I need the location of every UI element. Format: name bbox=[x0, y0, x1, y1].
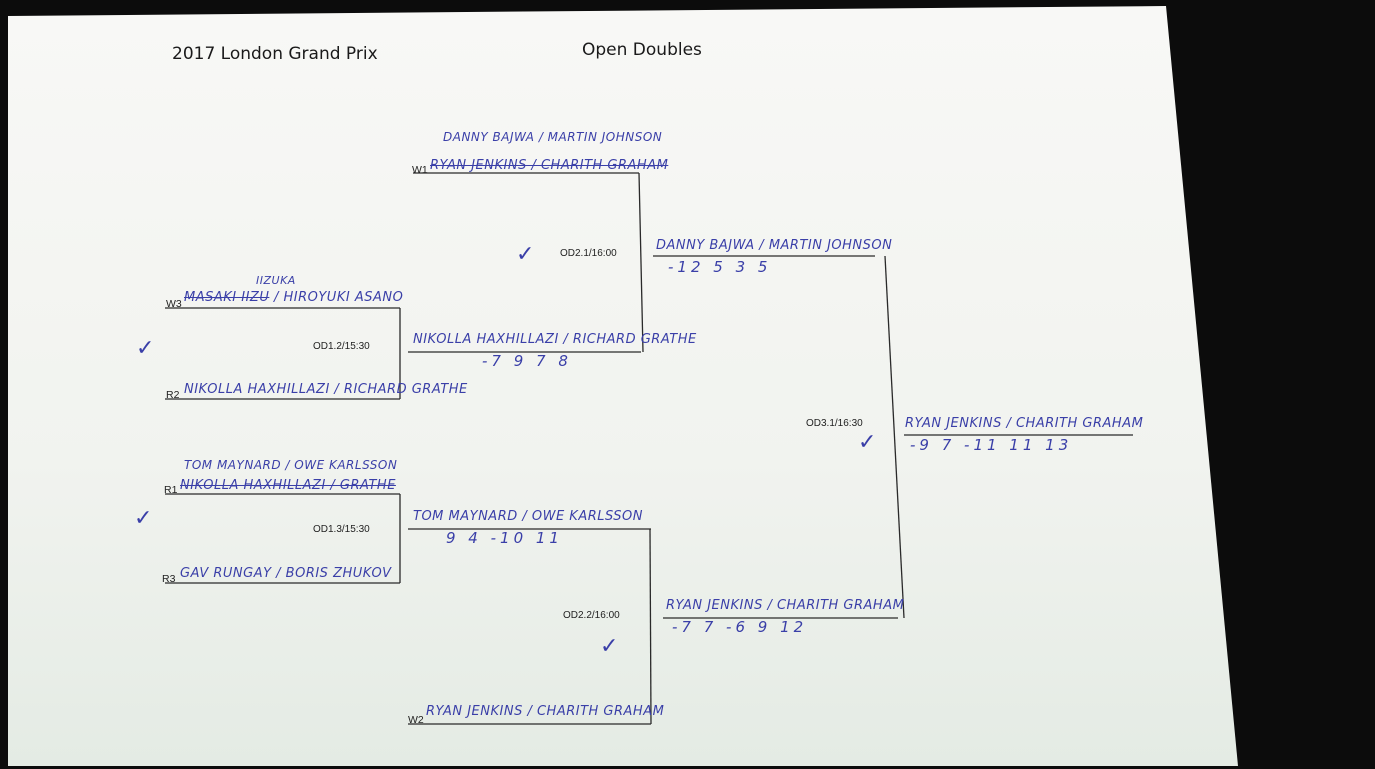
slot-r1: R1 bbox=[164, 484, 178, 496]
event-title: 2017 London Grand Prix bbox=[172, 44, 378, 64]
od1-3-score: 9 4 -10 11 bbox=[446, 529, 563, 547]
tick-od2-2-icon: ✓ bbox=[600, 634, 619, 659]
od1-2-winner: NIKOLLA HAXHILLAZI / RICHARD GRATHE bbox=[413, 332, 697, 347]
od3-1-winner: RYAN JENKINS / CHARITH GRAHAM bbox=[905, 416, 1144, 431]
slot-w1: W1 bbox=[412, 164, 428, 176]
w3-entry bbox=[184, 290, 403, 305]
slot-r3: R3 bbox=[162, 573, 176, 585]
od2-2-winner: RYAN JENKINS / CHARITH GRAHAM bbox=[666, 598, 905, 613]
r3-entry: GAV RUNGAY / BORIS ZHUKOV bbox=[180, 566, 392, 581]
tick-od2-1-icon: ✓ bbox=[516, 242, 535, 267]
match-od1-2: OD1.2/15:30 bbox=[313, 341, 370, 352]
od1-3-winner: TOM MAYNARD / OWE KARLSSON bbox=[413, 509, 644, 524]
match-od1-3: OD1.3/15:30 bbox=[313, 524, 370, 535]
slot-w3: W3 bbox=[166, 298, 182, 310]
w1-written-entry: DANNY BAJWA / MARTIN JOHNSON bbox=[443, 130, 663, 144]
slot-r2: R2 bbox=[166, 389, 180, 401]
w1-original-entry: RYAN JENKINS / CHARITH GRAHAM bbox=[430, 158, 669, 173]
r2-entry: NIKOLLA HAXHILLAZI / RICHARD GRATHE bbox=[184, 382, 468, 397]
tick-od1-3-icon: ✓ bbox=[134, 506, 153, 531]
w2-entry: RYAN JENKINS / CHARITH GRAHAM bbox=[426, 704, 665, 719]
tick-od1-2-icon: ✓ bbox=[136, 336, 155, 361]
od2-1-score: -12 5 3 5 bbox=[668, 258, 772, 276]
w3-partner: / HIROYUKI ASANO bbox=[273, 290, 404, 305]
od2-1-winner: DANNY BAJWA / MARTIN JOHNSON bbox=[656, 238, 893, 253]
slot-w2: W2 bbox=[408, 714, 424, 726]
w3-correction: IIZUKA bbox=[256, 274, 296, 287]
od1-2-score: -7 9 7 8 bbox=[482, 352, 572, 370]
r1-written-entry: TOM MAYNARD / OWE KARLSSON bbox=[184, 458, 398, 472]
od2-2-score: -7 7 -6 9 12 bbox=[672, 618, 808, 636]
tick-od3-1-icon: ✓ bbox=[858, 430, 877, 455]
od3-1-score: -9 7 -11 11 13 bbox=[910, 436, 1073, 454]
match-od2-2: OD2.2/16:00 bbox=[563, 610, 620, 621]
category-title: Open Doubles bbox=[582, 40, 702, 60]
match-od2-1: OD2.1/16:00 bbox=[560, 248, 617, 259]
match-od3-1: OD3.1/16:30 bbox=[806, 418, 863, 429]
paper-sheet bbox=[8, 6, 1370, 766]
r1-original-entry: NIKOLLA HAXHILLAZI / GRATHE bbox=[180, 478, 396, 493]
w3-original-name: MASAKI IIZU bbox=[184, 290, 270, 305]
